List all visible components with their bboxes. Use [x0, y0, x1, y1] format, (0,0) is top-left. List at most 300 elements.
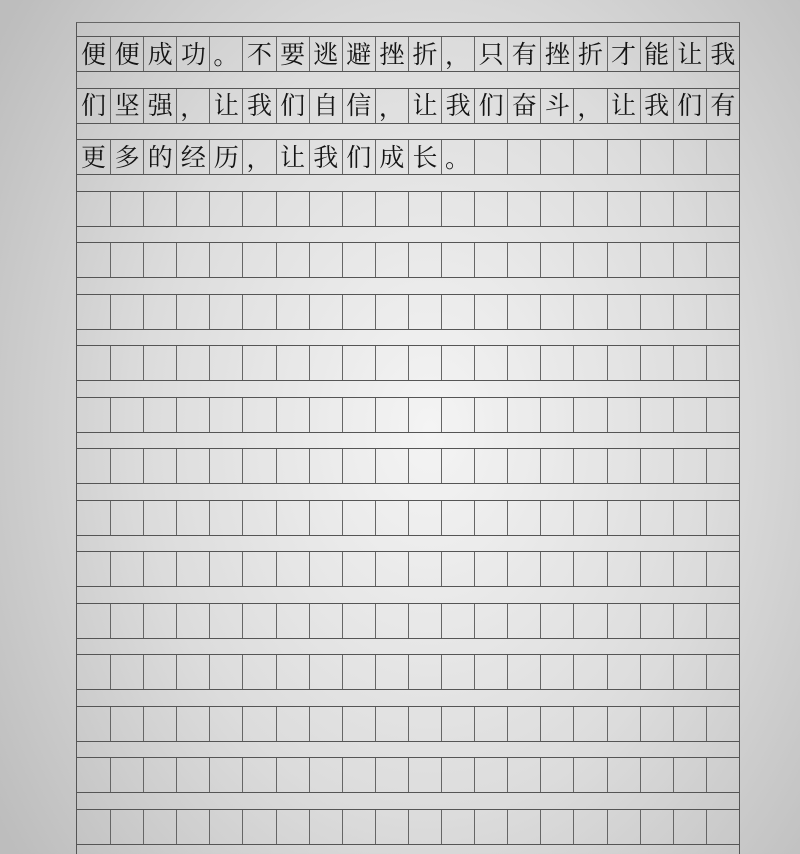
- grid-cell: [573, 295, 606, 329]
- grid-cell: ，: [573, 89, 606, 123]
- grid-cell: [342, 295, 375, 329]
- grid-row: [77, 397, 739, 433]
- grid-cell: [507, 243, 540, 277]
- grid-cell: [474, 140, 507, 174]
- grid-cell: [110, 707, 143, 741]
- grid-cell: [143, 501, 176, 535]
- grid-cell: [242, 192, 275, 226]
- grid-cell: [309, 192, 342, 226]
- grid-cell: [276, 758, 309, 792]
- grid-cell: [706, 449, 739, 483]
- grid-cell: [242, 655, 275, 689]
- grid-cell: [143, 449, 176, 483]
- grid-cell: [110, 398, 143, 432]
- grid-cell: [342, 655, 375, 689]
- grid-cell: [573, 346, 606, 380]
- grid-cell: [110, 449, 143, 483]
- grid-cell: 我: [640, 89, 673, 123]
- grid-cell: [209, 501, 242, 535]
- grid-cell: [342, 810, 375, 844]
- grid-cell: [507, 552, 540, 586]
- grid-cell: [309, 552, 342, 586]
- grid-cell: 坚: [110, 89, 143, 123]
- grid-cell: [507, 140, 540, 174]
- grid-cell: [540, 758, 573, 792]
- grid-cell: [143, 810, 176, 844]
- grid-cell: [607, 346, 640, 380]
- grid-cell: 避: [342, 37, 375, 71]
- grid-cell: [309, 810, 342, 844]
- grid-row: [77, 448, 739, 484]
- grid-cell: [640, 295, 673, 329]
- grid-cell: [474, 243, 507, 277]
- grid-cell: [110, 810, 143, 844]
- grid-cell: [408, 243, 441, 277]
- grid-cell: [441, 810, 474, 844]
- grid-cell: [209, 810, 242, 844]
- grid-cell: 让: [408, 89, 441, 123]
- grid-cell: [573, 707, 606, 741]
- grid-cell: [540, 707, 573, 741]
- grid-cell: [276, 707, 309, 741]
- grid-cell: 们: [474, 89, 507, 123]
- grid-cell: 不: [242, 37, 275, 71]
- grid-cell: 让: [607, 89, 640, 123]
- grid-cell: 挫: [375, 37, 408, 71]
- grid-cell: [309, 449, 342, 483]
- grid-cell: [176, 243, 209, 277]
- grid-cell: [573, 552, 606, 586]
- grid-cell: [276, 346, 309, 380]
- grid-cell: [176, 758, 209, 792]
- grid-cell: [507, 707, 540, 741]
- grid-cell: [607, 707, 640, 741]
- grid-cell: 多: [110, 140, 143, 174]
- grid-cell: [673, 346, 706, 380]
- grid-cell: [276, 552, 309, 586]
- grid-cell: [77, 398, 110, 432]
- grid-row: [77, 654, 739, 690]
- grid-cell: [342, 449, 375, 483]
- grid-cell: 能: [640, 37, 673, 71]
- grid-cell: [441, 449, 474, 483]
- grid-cell: [706, 346, 739, 380]
- grid-cell: [408, 810, 441, 844]
- grid-cell: [209, 295, 242, 329]
- grid-cell: 奋: [507, 89, 540, 123]
- grid-cell: [474, 346, 507, 380]
- grid-cell: [375, 346, 408, 380]
- grid-cell: [77, 604, 110, 638]
- grid-cell: ，: [176, 89, 209, 123]
- grid-cell: [441, 604, 474, 638]
- grid-cell: [441, 552, 474, 586]
- grid-cell: [408, 552, 441, 586]
- grid-cell: [507, 810, 540, 844]
- grid-cell: [276, 655, 309, 689]
- grid-cell: [607, 449, 640, 483]
- grid-cell: [573, 655, 606, 689]
- grid-cell: [540, 604, 573, 638]
- grid-cell: [607, 398, 640, 432]
- grid-cell: [507, 295, 540, 329]
- grid-cell: [209, 604, 242, 638]
- grid-cell: [573, 192, 606, 226]
- grid-cell: [77, 192, 110, 226]
- grid-cell: [276, 449, 309, 483]
- grid-cell: [77, 655, 110, 689]
- grid-cell: [375, 655, 408, 689]
- grid-cell: [242, 552, 275, 586]
- grid-cell: 信: [342, 89, 375, 123]
- grid-row: [77, 345, 739, 381]
- grid-cell: [110, 295, 143, 329]
- grid-cell: [242, 501, 275, 535]
- grid-cell: [375, 295, 408, 329]
- grid-cell: [640, 810, 673, 844]
- grid-cell: [573, 604, 606, 638]
- grid-cell: [143, 552, 176, 586]
- grid-cell: [573, 758, 606, 792]
- grid-cell: [640, 346, 673, 380]
- grid-cell: [209, 707, 242, 741]
- grid-cell: [607, 501, 640, 535]
- grid-cell: [110, 192, 143, 226]
- grid-cell: [342, 707, 375, 741]
- grid-cell: 功: [176, 37, 209, 71]
- grid-cell: [540, 192, 573, 226]
- grid-cell: [342, 604, 375, 638]
- grid-cell: 们: [81, 91, 107, 120]
- grid-cell: [375, 552, 408, 586]
- grid-cell: [342, 398, 375, 432]
- grid-cell: [309, 758, 342, 792]
- grid-cell: [441, 501, 474, 535]
- grid-cell: [242, 758, 275, 792]
- grid-cell: [176, 604, 209, 638]
- grid-cell: 。: [441, 140, 474, 174]
- grid-cell: 挫: [540, 37, 573, 71]
- grid-cell: 有: [507, 37, 540, 71]
- grid-cell: 我: [441, 89, 474, 123]
- grid-cell: [673, 243, 706, 277]
- grid-cell: [242, 449, 275, 483]
- grid-cell: [408, 604, 441, 638]
- grid-cell: [276, 810, 309, 844]
- grid-cell: [143, 346, 176, 380]
- grid-cell: [706, 243, 739, 277]
- grid-cell: [176, 552, 209, 586]
- grid-cell: [242, 243, 275, 277]
- grid-cell: [607, 758, 640, 792]
- grid-cell: [673, 707, 706, 741]
- grid-cell: [640, 449, 673, 483]
- grid-cell: [474, 449, 507, 483]
- grid-cell: [507, 398, 540, 432]
- grid-row: [77, 191, 739, 227]
- grid-cell: [706, 655, 739, 689]
- grid-row: [77, 809, 739, 845]
- grid-cell: [573, 140, 606, 174]
- grid-cell: [309, 398, 342, 432]
- grid-cell: [209, 346, 242, 380]
- grid-cell: [276, 243, 309, 277]
- grid-cell: [408, 655, 441, 689]
- grid-cell: [77, 758, 110, 792]
- grid-cell: [673, 140, 706, 174]
- grid-cell: [176, 192, 209, 226]
- grid-cell: [77, 810, 110, 844]
- grid-cell: 逃: [309, 37, 342, 71]
- grid-cell: [706, 707, 739, 741]
- grid-cell: [309, 707, 342, 741]
- grid-cell: 让: [276, 140, 309, 174]
- grid-cell: [209, 243, 242, 277]
- grid-cell: [640, 604, 673, 638]
- grid-cell: [77, 707, 110, 741]
- grid-cell: [176, 398, 209, 432]
- grid-cell: [408, 398, 441, 432]
- grid-cell: 我: [706, 37, 739, 71]
- grid-cell: [408, 501, 441, 535]
- grid-cell: [375, 707, 408, 741]
- grid-cell: [640, 707, 673, 741]
- grid-cell: [408, 192, 441, 226]
- grid-cell: [474, 758, 507, 792]
- grid-cell: [607, 192, 640, 226]
- grid-cell: [309, 295, 342, 329]
- grid-cell: [143, 398, 176, 432]
- grid-cell: [110, 346, 143, 380]
- grid-cell: [110, 552, 143, 586]
- grid-cell: [441, 192, 474, 226]
- grid-cell: [474, 810, 507, 844]
- grid-cell: 成: [143, 37, 176, 71]
- grid-cell: [309, 243, 342, 277]
- grid-cell: [276, 604, 309, 638]
- grid-cell: [607, 140, 640, 174]
- grid-cell: [276, 398, 309, 432]
- grid-cell: [441, 398, 474, 432]
- grid-cell: [110, 758, 143, 792]
- grid-cell: [706, 758, 739, 792]
- grid-cell: [573, 501, 606, 535]
- grid-cell: [176, 295, 209, 329]
- grid-cell: [474, 192, 507, 226]
- grid-cell: [143, 758, 176, 792]
- grid-row: [77, 242, 739, 278]
- grid-cell: 成: [375, 140, 408, 174]
- grid-cell: [474, 398, 507, 432]
- grid-cell: [706, 295, 739, 329]
- grid-cell: [176, 810, 209, 844]
- grid-cell: [573, 449, 606, 483]
- grid-cell: [276, 501, 309, 535]
- grid-cell: [110, 655, 143, 689]
- grid-cell: ，: [441, 37, 474, 71]
- grid-cell: [408, 707, 441, 741]
- grid-row: [77, 500, 739, 536]
- grid-cell: [242, 810, 275, 844]
- grid-cell: [143, 655, 176, 689]
- grid-cell: 让: [209, 89, 242, 123]
- grid-cell: [176, 707, 209, 741]
- grid-cell: [77, 346, 110, 380]
- grid-cell: 才: [607, 37, 640, 71]
- grid-cell: [540, 346, 573, 380]
- grid-cell: 斗: [540, 89, 573, 123]
- grid-cell: [342, 501, 375, 535]
- grid-cell: [706, 604, 739, 638]
- grid-cell: 我: [309, 140, 342, 174]
- grid-cell: 们: [673, 89, 706, 123]
- grid-cell: [375, 243, 408, 277]
- grid-cell: [110, 604, 143, 638]
- grid-cell: [607, 295, 640, 329]
- grid-cell: [474, 604, 507, 638]
- grid-cell: [507, 501, 540, 535]
- grid-cell: [110, 243, 143, 277]
- grid-cell: [706, 140, 739, 174]
- grid-cell: [342, 192, 375, 226]
- grid-cell: [540, 501, 573, 535]
- grid-cell: [673, 810, 706, 844]
- grid-row: [77, 757, 739, 793]
- grid-cell: [673, 501, 706, 535]
- grid-cell: [309, 501, 342, 535]
- grid-cell: [143, 243, 176, 277]
- grid-cell: [540, 398, 573, 432]
- grid-cell: [507, 604, 540, 638]
- grid-cell: [573, 243, 606, 277]
- grid-cell: [242, 346, 275, 380]
- grid-cell: [673, 192, 706, 226]
- grid-cell: [507, 449, 540, 483]
- grid-cell: [441, 346, 474, 380]
- grid-cell: [408, 449, 441, 483]
- grid-cell: [540, 810, 573, 844]
- grid-cell: [673, 398, 706, 432]
- grid-cell: [673, 758, 706, 792]
- grid-row: [77, 36, 739, 72]
- grid-cell: [540, 552, 573, 586]
- grid-cell: 便: [81, 39, 107, 69]
- grid-cell: 强: [143, 89, 176, 123]
- grid-cell: [474, 501, 507, 535]
- grid-cell: [640, 140, 673, 174]
- grid-cell: [276, 295, 309, 329]
- grid-cell: [441, 655, 474, 689]
- grid-cell: [110, 501, 143, 535]
- grid-cell: 折: [408, 37, 441, 71]
- grid-cell: [176, 655, 209, 689]
- grid-cell: [209, 552, 242, 586]
- grid-cell: [607, 604, 640, 638]
- grid-row: [77, 139, 739, 175]
- grid-cell: [143, 604, 176, 638]
- grid-row: [77, 706, 739, 742]
- grid-cell: [540, 449, 573, 483]
- grid-cell: [375, 449, 408, 483]
- grid-cell: [276, 192, 309, 226]
- grid-cell: [640, 398, 673, 432]
- grid-cell: [640, 192, 673, 226]
- grid-cell: [706, 552, 739, 586]
- grid-cell: 便: [110, 37, 143, 71]
- grid-cell: [673, 604, 706, 638]
- grid-cell: 的: [143, 140, 176, 174]
- grid-cell: [640, 758, 673, 792]
- grid-cell: [176, 346, 209, 380]
- grid-cell: [342, 243, 375, 277]
- grid-cell: [209, 192, 242, 226]
- grid-cell: [474, 707, 507, 741]
- grid-cell: [540, 243, 573, 277]
- grid-cell: 经: [176, 140, 209, 174]
- grid-cell: [573, 398, 606, 432]
- grid-cell: [342, 552, 375, 586]
- grid-cell: [375, 810, 408, 844]
- grid-cell: [242, 604, 275, 638]
- grid-cell: [375, 398, 408, 432]
- grid-cell: [706, 810, 739, 844]
- grid-cell: [143, 192, 176, 226]
- grid-cell: [143, 295, 176, 329]
- grid-cell: [375, 604, 408, 638]
- grid-cell: [408, 346, 441, 380]
- grid-cell: [640, 552, 673, 586]
- grid-cell: [607, 655, 640, 689]
- grid-cell: [640, 501, 673, 535]
- grid-cell: [242, 398, 275, 432]
- grid-cell: 们: [342, 140, 375, 174]
- grid-cell: [640, 655, 673, 689]
- grid-cell: [342, 758, 375, 792]
- grid-cell: [242, 295, 275, 329]
- grid-row: [77, 294, 739, 330]
- grid-cell: [441, 243, 474, 277]
- grid-cell: [375, 501, 408, 535]
- grid-cell: [242, 707, 275, 741]
- grid-cell: [607, 243, 640, 277]
- grid-cell: [706, 501, 739, 535]
- grid-cell: [474, 295, 507, 329]
- grid-cell: ，: [242, 140, 275, 174]
- grid-cell: 长: [408, 140, 441, 174]
- grid-cell: 。: [209, 37, 242, 71]
- grid-cell: [408, 758, 441, 792]
- grid-row: [77, 551, 739, 587]
- grid-cell: 历: [209, 140, 242, 174]
- grid-cell: [375, 758, 408, 792]
- grid-cell: 要: [276, 37, 309, 71]
- grid-cell: [342, 346, 375, 380]
- grid-cell: [209, 398, 242, 432]
- grid-cell: ，: [375, 89, 408, 123]
- grid-cell: [441, 295, 474, 329]
- grid-cell: [573, 810, 606, 844]
- grid-cell: [507, 192, 540, 226]
- grid-cell: [673, 552, 706, 586]
- grid-cell: [441, 758, 474, 792]
- grid-cell: [441, 707, 474, 741]
- grid-cell: 我: [242, 89, 275, 123]
- grid-cell: [209, 449, 242, 483]
- grid-cell: [176, 501, 209, 535]
- grid-cell: 更: [81, 142, 107, 172]
- grid-cell: [209, 655, 242, 689]
- grid-cell: [474, 552, 507, 586]
